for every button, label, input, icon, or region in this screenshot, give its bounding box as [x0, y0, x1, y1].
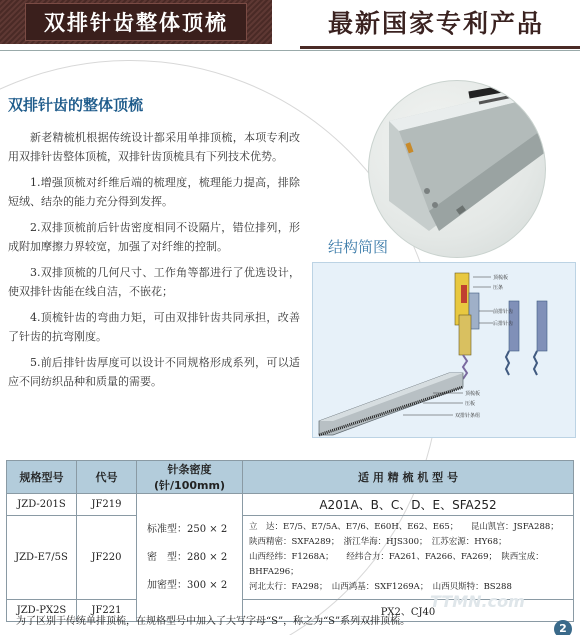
col-model: 规格型号	[7, 461, 77, 494]
label-double-strip: 双排针条组	[455, 413, 481, 419]
machines-line: 陕西精密：SXFA289； 浙江华海：HJS300； 江苏宏源：HY68；	[249, 537, 507, 547]
cell-machines: PX2、CJ40	[243, 600, 574, 622]
cell-density	[137, 494, 243, 622]
machines-line: 山西经纬：F1268A； 经纬合力：FA261、FA266、FA269； 陕西宝成：BHFA296；	[249, 552, 544, 577]
cell-machines-list	[243, 516, 574, 600]
col-code: 代号	[77, 461, 137, 494]
paragraph-4: 4.顶梳针齿的弯曲力矩，可由双排针齿共同承担，改善了针齿的抗弯刚度。	[8, 311, 300, 343]
paragraph-1: 1.增强顶梳对纤维后端的梳理度，梳理能力提高，排除短绒、结杂的能力充分得到发挥。	[8, 176, 300, 208]
header-divider	[0, 50, 580, 51]
table-row	[7, 494, 574, 516]
cell-model: JZD-201S	[7, 494, 77, 516]
label-screw: 压条	[493, 285, 504, 291]
table-header-row	[7, 461, 574, 494]
density-standard: 标准型：250 × 2	[147, 523, 228, 535]
cell-code: JF220	[77, 516, 137, 600]
comb-illustration	[369, 81, 546, 258]
header-banner	[0, 0, 272, 44]
machines-line: 立 达：E7/5、E7/5A、E7/6、E60H、E62、E65； 昆山凯宫：JSFA288；	[249, 522, 559, 532]
watermark: TTMN.com	[430, 592, 525, 611]
machines-line: 河北太行：FA298； 山西鸿基：SXF1269A； 山西贝斯特：BS288	[249, 582, 512, 592]
cell-model: JZD-PX2S	[7, 600, 77, 622]
paragraph-5: 5.前后排针齿厚度可以设计不同规格形成系列，可以适应不同纺织品种和质量的需要。	[8, 356, 300, 388]
label-top-plate: 顶梳板	[493, 275, 509, 281]
header-left-title: 双排针齿整体顶梳	[25, 3, 247, 41]
label-rear-needle: 后排针齿	[493, 321, 514, 327]
cell-machines: A201A、B、C、D、E、SFA252	[243, 494, 574, 516]
paragraph-intro: 新老精梳机根据传统设计都采用单排顶梳，本项专利改用双排针齿整体顶梳，双排针齿顶梳具有下列技术优势。	[8, 131, 300, 163]
header-right-title: 最新国家专利产品	[327, 9, 544, 38]
col-density: 针条密度(针/100mm)	[137, 461, 243, 494]
body-text	[8, 128, 300, 398]
structure-diagram	[312, 262, 576, 438]
structure-drawing	[313, 263, 577, 439]
paragraph-3: 3.双排顶梳的几何尺寸、工作角等都进行了优选设计，使双排针齿能在线自洁，不嵌花；	[8, 266, 300, 298]
col-machines: 适 用 精 梳 机 型 号	[243, 461, 574, 494]
cell-model: JZD-E7/5S	[7, 516, 77, 600]
cell-code: JF221	[77, 600, 137, 622]
product-photo	[368, 80, 546, 258]
section-title: 双排针齿的整体顶梳	[8, 96, 144, 114]
page-number: 2	[554, 620, 572, 635]
footnote: 为了区别于传统单排顶梳，在规格型号中加入了大写字母“S”，称之为“S”系列双排顶梳。	[16, 616, 411, 627]
label-front-needle: 前排针齿	[493, 309, 514, 315]
label-comb-plate: 顶梳板	[465, 391, 481, 397]
density-extra-dense: 加密型：300 × 2	[147, 579, 228, 591]
label-press-plate: 压板	[465, 401, 476, 407]
structure-title: 结构简图	[328, 238, 389, 256]
cell-code: JF219	[77, 494, 137, 516]
header-rule	[300, 46, 580, 49]
density-dense: 密 型：280 × 2	[147, 551, 228, 563]
table-row	[7, 516, 574, 600]
paragraph-2: 2.双排顶梳前后针齿密度相同不设隔片，错位排列，形成附加摩擦力界较宽，加强了对纤维的控制。	[8, 221, 300, 253]
